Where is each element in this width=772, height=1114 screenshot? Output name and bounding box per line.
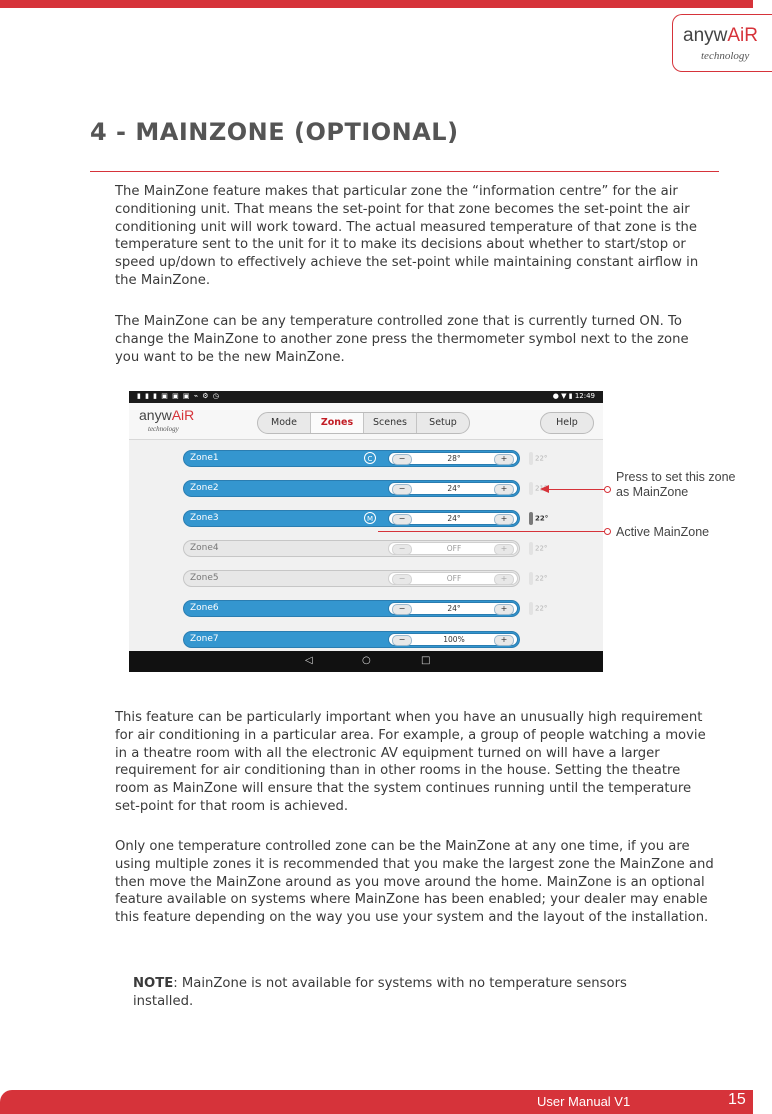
zone-setpoint-control	[388, 512, 518, 525]
zone-setpoint: 24°	[447, 514, 461, 523]
zone-row-4[interactable]	[183, 540, 520, 557]
paragraph-change: The MainZone can be any temperature controlled zone that is currently turned ON. To change the MainZone to another zone press the thermometer symbol next to the zone you want to be the new MainZone.	[115, 314, 689, 365]
home-icon[interactable]: ○	[362, 655, 371, 666]
brand-name: anyw	[683, 25, 728, 46]
zone-name: Zone3	[190, 513, 219, 523]
thermometer-icon[interactable]: 21°	[529, 482, 547, 495]
note-label: NOTE	[133, 976, 174, 991]
footer-bar	[0, 1090, 753, 1114]
zone-setpoint: 24°	[447, 484, 461, 493]
zone-setpoint-control	[388, 633, 518, 646]
zone-setpoint-control	[388, 542, 518, 555]
note	[133, 975, 653, 1011]
zone-row-5[interactable]	[183, 570, 520, 587]
zone-setpoint: OFF	[446, 574, 462, 583]
decrease-button[interactable]: −	[392, 604, 412, 615]
tab-scenes[interactable]: Scenes	[364, 413, 417, 433]
zone-setpoint-control	[388, 602, 518, 615]
increase-button[interactable]: +	[494, 635, 514, 646]
zone-row-3[interactable]	[183, 510, 520, 527]
decrease-button[interactable]: −	[392, 514, 412, 525]
thermometer-icon[interactable]: 22°	[529, 572, 547, 585]
thermometer-icon[interactable]: 22°	[529, 542, 547, 555]
zone-setpoint: 100%	[443, 635, 465, 644]
status-icons: ▮ ▮ ▮ ▣ ▣ ▣ ⌁ ⚙ ◷	[137, 392, 220, 400]
paragraph-intro: The MainZone feature makes that particular zone the “information centre” for the air conditioning unit. That means the set-point for that zone becomes the set-point the air conditioning unit will work toward. The actual measured temperature of that zone is the temperature sent to the unit for it to make its decisions about whether to start/stop or speed up/down to effectively achieve the set-point while maintaining constant airflow in the MainZone.	[115, 184, 699, 288]
callout-line-set	[548, 489, 606, 490]
decrease-button[interactable]: −	[392, 484, 412, 495]
page-number: 15	[728, 1091, 746, 1108]
back-icon[interactable]: ◁	[305, 655, 313, 666]
decrease-button[interactable]: −	[392, 454, 412, 465]
thermometer-icon-active[interactable]: 22°	[529, 512, 548, 525]
increase-button[interactable]: +	[494, 514, 514, 525]
decrease-button[interactable]: −	[392, 574, 412, 585]
decrease-button[interactable]: −	[392, 544, 412, 555]
callout-set-mainzone: Press to set this zone as MainZone	[616, 470, 736, 499]
app-logo-tagline: technology	[148, 425, 179, 433]
callout-active-mainzone: Active MainZone	[616, 525, 710, 539]
increase-button[interactable]: +	[494, 604, 514, 615]
zone-row-7[interactable]	[183, 631, 520, 648]
zone-name: Zone2	[190, 483, 219, 493]
section-heading: 4 - MAINZONE (OPTIONAL)	[90, 118, 459, 146]
increase-button[interactable]: +	[494, 484, 514, 495]
zone-row-2[interactable]	[183, 480, 520, 497]
app-header	[129, 403, 603, 440]
brand-name-accent: AiR	[727, 25, 758, 46]
note-text: : MainZone is not available for systems with no temperature sensors installed.	[133, 976, 627, 1009]
brand-tagline: technology	[701, 50, 750, 62]
callout-dot-active	[604, 528, 611, 535]
status-clock: ● ▼ ▮ 12:49	[552, 392, 595, 400]
brand-logo	[672, 14, 772, 72]
zone-name: Zone4	[190, 543, 219, 553]
decrease-button[interactable]: −	[392, 635, 412, 646]
paragraph-recommendation: Only one temperature controlled zone can be the MainZone at any one time, if you are using multiple zones it is recommended that you make the largest zone the MainZone and then move the MainZone around as you move around the home. MainZone is an optional feature available on systems where MainZone has been enabled; your dealer may enable this feature depending on the way you use your system and the layout of the installation.	[115, 839, 714, 926]
recent-apps-icon[interactable]: □	[421, 655, 431, 666]
increase-button[interactable]: +	[494, 544, 514, 555]
increase-button[interactable]: +	[494, 574, 514, 585]
zone-setpoint-control	[388, 572, 518, 585]
zone-name: Zone5	[190, 573, 219, 583]
zone-name: Zone1	[190, 453, 219, 463]
paragraph-example: This feature can be particularly important when you have an unusually high requirement for air conditioning in a particular area. For example, a group of people watching a movie in a theatre room with all the electronic AV equipment turned on will have a larger requirement for air conditioning than in other rooms in the house. Setting the theatre room as MainZone will ensure that the system continues running until the temperature set-point for that room is achieved.	[115, 710, 706, 814]
tab-bar	[257, 412, 470, 434]
zone-setpoint: 28°	[447, 454, 461, 463]
heading-divider	[90, 171, 719, 172]
android-nav-bar	[129, 651, 603, 672]
footer-label: User Manual V1	[537, 1094, 631, 1109]
zone-setpoint: 24°	[447, 604, 461, 613]
zone-name: Zone6	[190, 603, 219, 613]
thermometer-icon[interactable]: 22°	[529, 602, 547, 615]
help-button[interactable]: Help	[540, 412, 594, 434]
increase-button[interactable]: +	[494, 454, 514, 465]
zone-row-1[interactable]	[183, 450, 520, 467]
tab-setup[interactable]: Setup	[429, 417, 457, 428]
zone-setpoint: OFF	[446, 544, 462, 553]
mainzone-icon: M	[364, 512, 376, 524]
thermometer-icon[interactable]: 22°	[529, 452, 547, 465]
tab-mode[interactable]: Mode	[258, 413, 311, 433]
status-bar	[129, 391, 603, 403]
zone-row-6[interactable]	[183, 600, 520, 617]
zone-setpoint-control	[388, 452, 518, 465]
constant-zone-icon: C	[364, 452, 376, 464]
tab-zones[interactable]: Zones	[311, 413, 364, 433]
callout-dot-set	[604, 486, 611, 493]
app-logo: anywAiR	[139, 407, 195, 423]
zone-name: Zone7	[190, 634, 219, 644]
callout-line-active	[378, 531, 606, 532]
zone-setpoint-control	[388, 482, 518, 495]
top-accent-bar	[0, 0, 753, 8]
